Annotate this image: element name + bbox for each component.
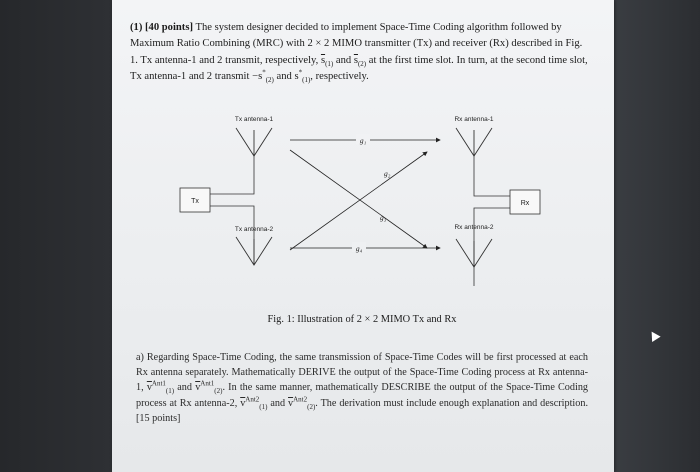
background-left (0, 0, 112, 472)
paper-sheet (112, 0, 614, 472)
tx-antenna-1 (235, 116, 274, 156)
svg-text:Rx antenna-2: Rx antenna-2 (454, 224, 494, 231)
rx-box (510, 190, 540, 214)
svg-text:Tx: Tx (191, 198, 199, 205)
figure-caption: Fig. 1: Illustration of 2 × 2 MIMO Tx and Rx (267, 314, 457, 325)
tx-box (180, 188, 210, 212)
svg-text:g₃: g₃ (380, 213, 387, 222)
symbol-neg-s2-conj: $-s^*_{(2)}$ (252, 68, 274, 85)
and-text-2: and (276, 71, 292, 83)
channel-g4 (290, 242, 440, 253)
and-text-4: and (270, 397, 286, 409)
part-a-points: [15 points] (136, 412, 181, 424)
question-first-slot: at the first time slot. In turn, at the second time slot, Tx antenna-1 and 2 transmit (130, 54, 588, 83)
svg-text:Rx antenna-1: Rx antenna-1 (454, 116, 494, 123)
symbol-s1: $\overline{s}_{(1)}$ (320, 54, 334, 68)
question-tail: , respectively. (310, 71, 369, 83)
and-text: and (335, 54, 352, 66)
tx-antenna-2 (235, 226, 274, 265)
question-intro: The system designer decided to implement Space-Time Coding algorithm followed by Maximum Ratio Combining (MRC) with 2 × 2 MIMO transmitter (Tx) and receiver (Rx) described in Fig. 1. Tx antenna-1 and 2 transmit, respectively, (130, 22, 583, 66)
svg-text:Rx: Rx (520, 200, 530, 207)
tx-wiring (210, 156, 254, 265)
question-points: [40 points] (145, 22, 193, 33)
part-a-text-2: . In the same manner, mathematically DESCRIBE the output of the Space-Time Coding process at Rx antenna-2, (136, 382, 589, 409)
channel-g1 (290, 134, 440, 145)
svg-text:Tx antenna-1: Tx antenna-1 (234, 116, 274, 123)
symbol-s2: $\overline{s}_{(2)}$ (353, 54, 367, 68)
rx-antenna-1 (454, 116, 493, 156)
mimo-diagram (172, 110, 552, 310)
svg-text:g₁: g₁ (359, 136, 367, 145)
channel-g2 (290, 150, 427, 248)
svg-text:Tx antenna-2: Tx antenna-2 (234, 226, 274, 233)
rx-wiring (474, 156, 510, 286)
symbol-v1-ant1: $\overline{v}^{Ant1}_{(1)}$ (146, 380, 175, 396)
background-right (612, 0, 700, 472)
symbol-v2-ant1: $\overline{v}^{Ant1}_{(2)}$ (195, 380, 223, 396)
part-a-text-1: a) Regarding Space-Time Coding, the same transmission of Space-Time Codes will be first processed at each Rx antenna separately. Mathematically DERIVE the output of the Space-Time Coding process at Rx antenna-1, (136, 352, 588, 394)
part-a-text-3: . The derivation must include enough explanation and description. (315, 397, 588, 409)
svg-text:g₄: g₄ (355, 244, 363, 253)
question-number: (1) (130, 22, 143, 33)
question-1 (130, 20, 590, 86)
rx-antenna-2 (454, 224, 493, 267)
question-part-a (136, 350, 588, 426)
and-text-3: and (177, 382, 192, 394)
symbol-s1-conj: $s^*_{(1)}$ (294, 68, 311, 85)
channel-g3 (290, 152, 427, 250)
svg-text:g₂: g₂ (384, 169, 391, 178)
symbol-v2-ant2: $\overline{v}^{Ant2}_{(2)}$ (288, 395, 316, 411)
symbol-v1-ant2: $\overline{v}^{Ant2}_{(1)}$ (240, 395, 268, 411)
